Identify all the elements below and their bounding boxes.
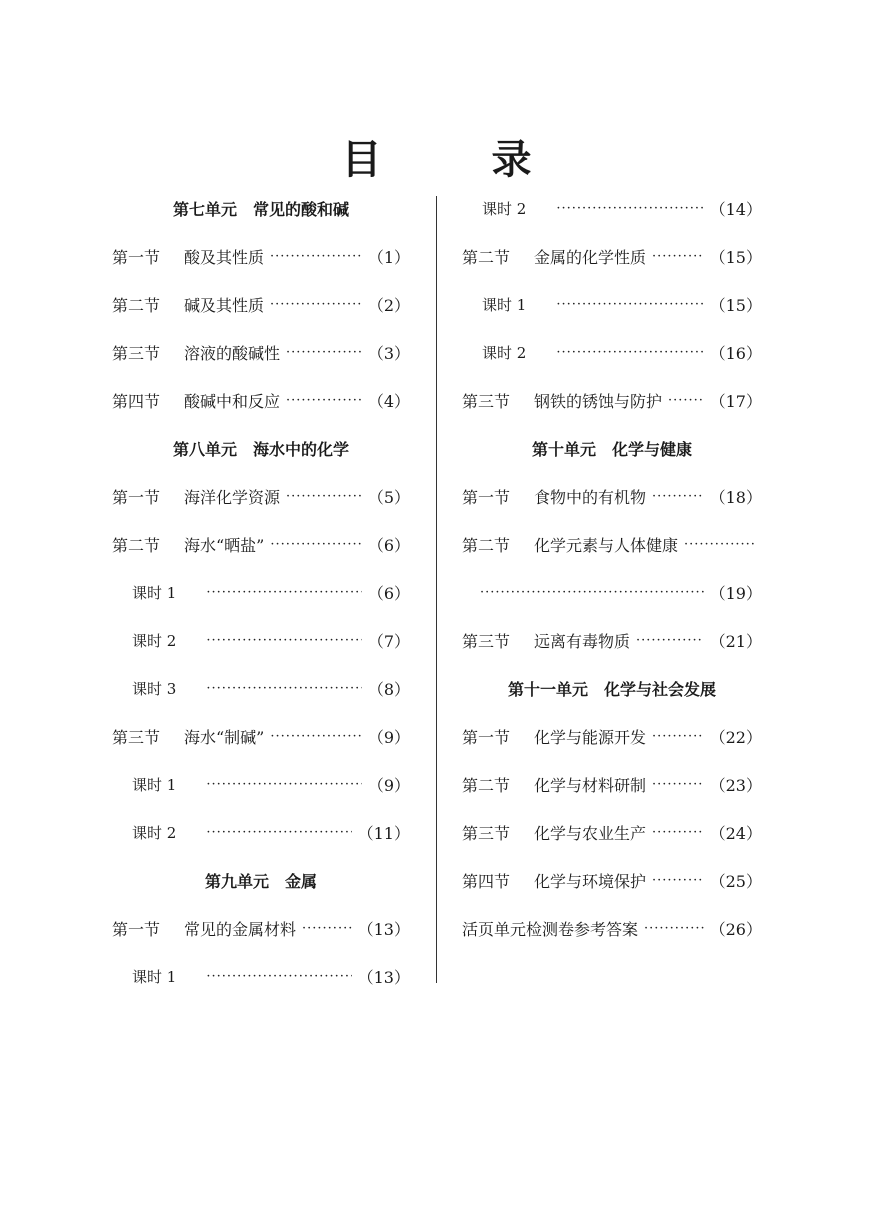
- toc-entry: [112, 904, 410, 952]
- section-name: 溶液的酸碱性: [184, 343, 281, 363]
- toc-entry: [462, 520, 762, 568]
- entry-title: [112, 485, 280, 508]
- toc-lesson-entry: [112, 568, 410, 616]
- page-number: （6）: [367, 583, 410, 603]
- dot-leader: [206, 633, 362, 648]
- section-name: 碱及其性质: [184, 295, 265, 315]
- page-number: （17）: [709, 391, 762, 411]
- toc-continuation: [462, 568, 762, 616]
- unit-heading: 第九单元 金属: [204, 871, 317, 891]
- section-number: 第三节: [462, 391, 511, 411]
- page-number: （14）: [709, 199, 762, 219]
- column-divider: [436, 196, 437, 983]
- page-number: （8）: [367, 679, 410, 699]
- toc-entry: [112, 376, 410, 424]
- section-name: 食物中的有机物: [534, 487, 647, 507]
- entry-title: [462, 485, 646, 508]
- dot-leader: [270, 537, 361, 552]
- page-number: （21）: [709, 631, 762, 651]
- lesson-label: 课时 1: [482, 295, 527, 314]
- toc-entry: [112, 520, 410, 568]
- toc-entry: [462, 472, 762, 520]
- section-number: 第三节: [462, 631, 511, 651]
- dot-leader: [668, 393, 704, 408]
- entry-title: [462, 629, 630, 652]
- dot-leader: [480, 585, 704, 600]
- entry-title: [462, 533, 678, 556]
- page-number: （15）: [709, 247, 762, 267]
- toc-lesson-entry: [462, 184, 762, 232]
- toc-entry: [112, 232, 410, 280]
- toc-entry: [112, 712, 410, 760]
- entry-title: [112, 293, 264, 316]
- dot-leader: [286, 489, 362, 504]
- entry-title: [112, 917, 296, 940]
- section-number: 第四节: [462, 871, 511, 891]
- page-number: （11）: [357, 823, 410, 843]
- dot-leader: [302, 921, 352, 936]
- section-number: 第二节: [112, 535, 161, 555]
- dot-leader: [652, 873, 704, 888]
- page-number: （13）: [357, 919, 410, 939]
- section-name: 化学与环境保护: [534, 871, 647, 891]
- section-number: 第一节: [112, 487, 161, 507]
- toc-entry: [462, 904, 762, 952]
- lesson-label: 课时 2: [132, 631, 177, 650]
- toc-entry: [462, 232, 762, 280]
- entry-title: [112, 533, 264, 556]
- section-name: 常见的金属材料: [184, 919, 297, 939]
- toc-entry: [462, 712, 762, 760]
- entry-title: [462, 773, 646, 796]
- entry-title: 活页单元检测卷参考答案: [462, 919, 639, 939]
- dot-leader: [286, 345, 362, 360]
- dot-leader: [270, 729, 361, 744]
- section-name: 金属的化学性质: [534, 247, 647, 267]
- page-number: （1）: [367, 247, 410, 267]
- unit-heading: 第七单元 常见的酸和碱: [172, 199, 349, 219]
- lesson-label: 课时 2: [482, 199, 527, 218]
- page-number: （15）: [709, 295, 762, 315]
- section-number: 第四节: [112, 391, 161, 411]
- section-number: 第一节: [112, 247, 161, 267]
- page-number: （2）: [367, 295, 410, 315]
- entry-title: [462, 245, 646, 268]
- toc-entry: [112, 472, 410, 520]
- toc-lesson-entry: [112, 664, 410, 712]
- section-number: 第二节: [112, 295, 161, 315]
- page-number: （18）: [709, 487, 762, 507]
- toc-entry: [462, 760, 762, 808]
- page-number: （13）: [357, 967, 410, 987]
- section-number: 第二节: [462, 775, 511, 795]
- unit-heading: 第十单元 化学与健康: [531, 439, 692, 459]
- section-name: 酸碱中和反应: [184, 391, 281, 411]
- dot-leader: [556, 345, 703, 360]
- section-name: 海水“制碱”: [184, 727, 265, 747]
- page-number: （16）: [709, 343, 762, 363]
- unit-heading: 第八单元 海水中的化学: [172, 439, 349, 459]
- lesson-label: 课时 1: [132, 775, 177, 794]
- entry-title: [462, 389, 662, 412]
- section-number: 第一节: [462, 487, 511, 507]
- entry-title: [462, 821, 646, 844]
- entry-title: [462, 869, 646, 892]
- section-number: 第一节: [462, 727, 511, 747]
- dot-leader: [636, 633, 704, 648]
- section-name: 化学与材料研制: [534, 775, 647, 795]
- toc-entry: [462, 376, 762, 424]
- dot-leader: [206, 777, 362, 792]
- toc-entry: [112, 328, 410, 376]
- dot-leader: [206, 585, 362, 600]
- page-number: （9）: [367, 775, 410, 795]
- page-number: （5）: [367, 487, 410, 507]
- toc-left-column: [112, 184, 410, 1000]
- dot-leader: [652, 489, 704, 504]
- section-name: 钢铁的锈蚀与防护: [534, 391, 663, 411]
- section-number: 第三节: [112, 727, 161, 747]
- dot-leader: [270, 249, 362, 264]
- section-number: 第三节: [462, 823, 511, 843]
- dot-leader: [684, 537, 756, 552]
- toc-lesson-entry: [112, 760, 410, 808]
- page-number: （4）: [367, 391, 410, 411]
- page-number: （23）: [709, 775, 762, 795]
- toc-entry: [112, 280, 410, 328]
- toc-lesson-entry: [112, 808, 410, 856]
- lesson-label: 课时 2: [132, 823, 177, 842]
- page-number: （25）: [709, 871, 762, 891]
- section-name: 化学与能源开发: [534, 727, 647, 747]
- toc-right-column: [462, 184, 762, 952]
- lesson-label: 课时 1: [132, 583, 177, 602]
- page-number: （6）: [367, 535, 410, 555]
- page-number: （9）: [367, 727, 410, 747]
- dot-leader: [206, 681, 362, 696]
- dot-leader: [652, 249, 704, 264]
- page-number: （22）: [709, 727, 762, 747]
- page-number: （24）: [709, 823, 762, 843]
- dot-leader: [652, 729, 704, 744]
- section-name: 远离有毒物质: [534, 631, 631, 651]
- entry-title: [112, 389, 280, 412]
- toc-lesson-entry: [112, 952, 410, 1000]
- toc-lesson-entry: [462, 280, 762, 328]
- page-number: （19）: [709, 583, 762, 603]
- toc-entry: [462, 616, 762, 664]
- toc-entry: [462, 808, 762, 856]
- toc-lesson-entry: [112, 616, 410, 664]
- dot-leader: [206, 825, 351, 840]
- dot-leader: [286, 393, 362, 408]
- dot-leader: [652, 777, 704, 792]
- dot-leader: [270, 297, 362, 312]
- page-title: 目 录: [341, 137, 580, 183]
- dot-leader: [206, 969, 351, 984]
- unit-heading: 第十一单元 化学与社会发展: [507, 679, 716, 699]
- entry-title: [112, 341, 280, 364]
- section-number: 第三节: [112, 343, 161, 363]
- dot-leader: [644, 921, 704, 936]
- dot-leader: [556, 201, 703, 216]
- toc-lesson-entry: [462, 328, 762, 376]
- lesson-label: 课时 3: [132, 679, 177, 698]
- section-number: 第一节: [112, 919, 161, 939]
- lesson-label: 课时 1: [132, 967, 177, 986]
- toc-entry: [462, 856, 762, 904]
- section-name: 海洋化学资源: [184, 487, 281, 507]
- section-number: 第二节: [462, 535, 511, 555]
- section-number: 第二节: [462, 247, 511, 267]
- page-number: （3）: [367, 343, 410, 363]
- dot-leader: [556, 297, 703, 312]
- page-number: （7）: [367, 631, 410, 651]
- dot-leader: [652, 825, 704, 840]
- section-name: 酸及其性质: [184, 247, 265, 267]
- entry-title: [112, 245, 264, 268]
- lesson-label: 课时 2: [482, 343, 527, 362]
- section-name: 化学元素与人体健康: [534, 535, 679, 555]
- section-name: 化学与农业生产: [534, 823, 647, 843]
- entry-title: [462, 725, 646, 748]
- section-name: 海水“晒盐”: [184, 535, 265, 555]
- page-number: （26）: [709, 919, 762, 939]
- entry-title: [112, 725, 264, 748]
